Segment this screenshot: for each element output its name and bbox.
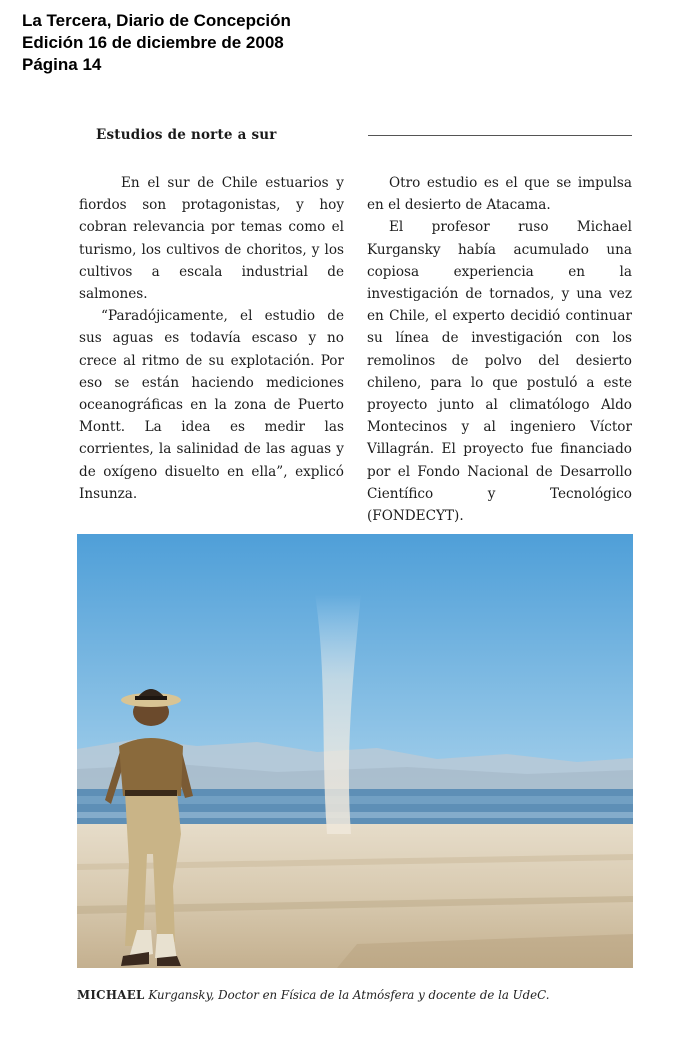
section-title: Estudios de norte a sur bbox=[96, 127, 277, 143]
article-paragraph: Otro estudio es el que se impulsa en el desierto de Atacama. bbox=[367, 175, 632, 214]
article-paragraph: “Paradójicamente, el estudio de sus aguas es todavía escaso y no crece al ritmo de su explotación. Por eso se están haciendo mediciones oceanográficas en la zona de Puerto Montt. La idea es medir las corrientes, la salinidad de las aguas y de oxígeno disuelto en ella”, explicó Insunza. bbox=[79, 308, 344, 502]
article-paragraph: El profesor ruso Michael Kurgansky había acumulado una copiosa experiencia en la investigación de tornados, y una vez en Chile, el experto decidió continuar su línea de investigación con los remolinos de polvo del desierto chileno, para lo que postuló a este proyecto junto al climatólogo Aldo Montecinos y al ingeniero Víctor Villagrán. El proyecto fue financiado por el Fondo Nacional de Desarrollo Científico y Tecnológico (FONDECYT). bbox=[367, 219, 632, 525]
article-left-column bbox=[79, 172, 344, 505]
publication-source: La Tercera, Diario de Concepción bbox=[22, 11, 291, 30]
caption-name: MICHAEL bbox=[77, 988, 145, 1002]
title-divider bbox=[368, 135, 632, 136]
publication-edition-date: Edición 16 de diciembre de 2008 bbox=[22, 33, 284, 52]
publication-header bbox=[22, 10, 382, 76]
article-photo bbox=[77, 534, 633, 968]
publication-page-number: Página 14 bbox=[22, 55, 102, 74]
photo-caption bbox=[77, 988, 637, 1002]
article-right-column bbox=[367, 172, 632, 527]
caption-text: Kurgansky, Doctor en Física de la Atmósfera y docente de la UdeC. bbox=[148, 988, 550, 1002]
article-paragraph: En el sur de Chile estuarios y fiordos son protagonistas, y hoy cobran relevancia por temas como el turismo, los cultivos de choritos, y los cultivos a escala industrial de salmones. bbox=[79, 175, 344, 303]
